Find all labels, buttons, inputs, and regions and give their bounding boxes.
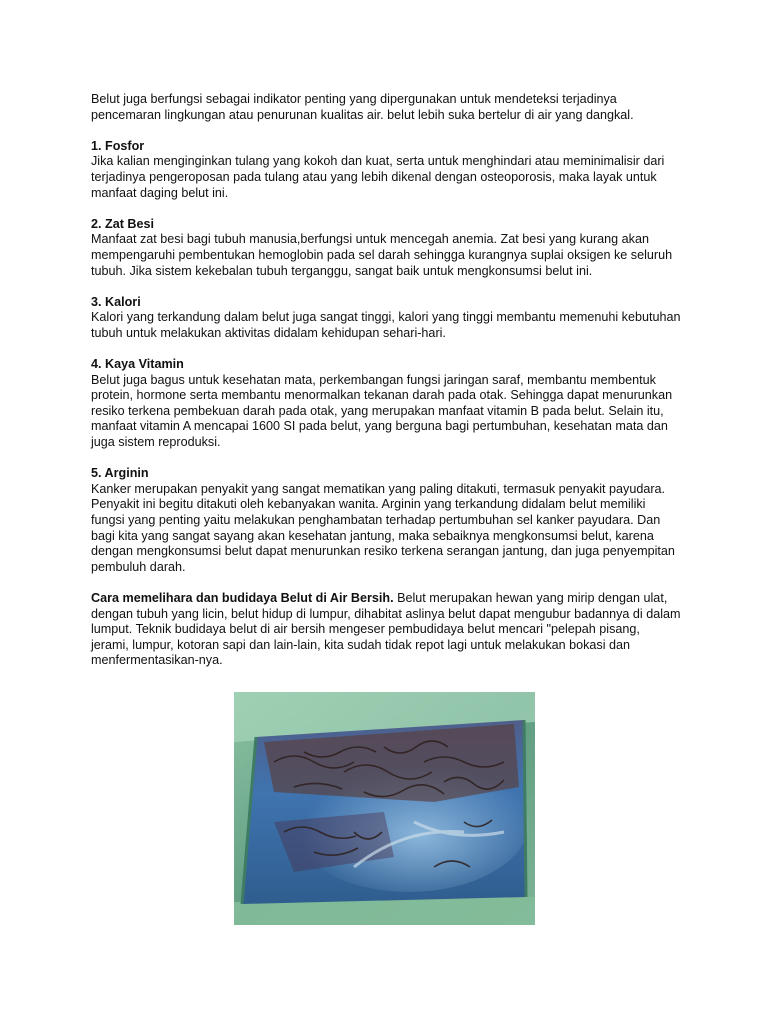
tank-wall-right — [524, 720, 526, 897]
section-heading: 2. Zat Besi — [91, 216, 154, 231]
section-kalori — [91, 295, 681, 342]
closing-paragraph — [91, 591, 681, 669]
eel-tank-photo — [234, 692, 535, 925]
document-page — [91, 92, 681, 685]
section-heading: 3. Kalori — [91, 294, 141, 309]
section-heading: 4. Kaya Vitamin — [91, 357, 184, 372]
intro-paragraph: Belut juga berfungsi sebagai indikator penting yang dipergunakan untuk mendeteksi terjadinya pencemaran lingkungan atau penurunan kualitas air. belut lebih suka bertelur di air yang dangkal. — [91, 92, 634, 122]
section-kaya-vitamin — [91, 357, 681, 451]
section-heading: 1. Fosfor — [91, 138, 145, 153]
section-body: Kanker merupakan penyakit yang sangat mematikan yang paling ditakuti, termasuk penyakit payudara. Penyakit ini begitu ditakuti oleh kebanyakan wanita. Arginin yang terkandung didalam belut memiliki fungsi yang penting yaitu melakukan penghambatan terhadap pertumbuhan sel kanker payudara. Dan bagi kita yang sangat sayang akan kesehatan jantung, maka sebaiknya mengkonsumsi belut, karena dengan mengkonsumsi belut dapat menurunkan resiko terkena serangan jantung, dan juga penyempitan pembuluh darah. — [91, 481, 675, 574]
section-body: Manfaat zat besi bagi tubuh manusia,berfungsi untuk mencegah anemia. Zat besi yang kurang akan mempengaruhi pembentukan hemoglobin pada sel darah sehingga kurangnya suplai oksigen ke seluruh tubuh. Jika sistem kekebalan tubuh terganggu, sangat baik untuk mengkonsumsi belut ini. — [91, 232, 673, 278]
section-body: Belut juga bagus untuk kesehatan mata, perkembangan fungsi jaringan saraf, membantu membentuk protein, hormone serta membantu menormalkan tekanan darah pada otak. Sehingga dapat menurunkan resiko terkena pembekuan darah pada otak, yang merupakan manfaat vitamin B pada belut. Selain itu, manfaat vitamin A mencapai 1600 SI pada belut, yang berguna bagi pertumbuhan, kesehatan mata dan juga sistem reproduksi. — [91, 372, 673, 450]
section-fosfor — [91, 139, 681, 201]
section-body: Jika kalian menginginkan tulang yang kokoh dan kuat, serta untuk menghindari atau meminimalisir dari terjadinya pengeroposan pada tulang atau yang lebih dikenal dengan osteoporosis, maka layak untuk manfaat daging belut ini. — [91, 154, 665, 200]
section-body: Kalori yang terkandung dalam belut juga sangat tinggi, kalori yang tinggi membantu memenuhi kebutuhan tubuh untuk melakukan aktivitas didalam kehidupan sehari-hari. — [91, 310, 681, 340]
closing-text: Belut merupakan hewan yang mirip dengan ulat, dengan tubuh yang licin, belut hidup di lumpur, dihabitat aslinya belut dapat mengubur badannya di dalam lumput. Teknik budidaya belut di air bersih mengeser pembudidaya belut mencari "pelepah pisang, jerami, lumpur, kotoran sapi dan lain-lain, kita sudah tidak repot lagi untuk melakukan bokasi dan menfermentasikan-nya. — [91, 591, 681, 668]
section-heading: 5. Arginin — [91, 466, 149, 481]
section-arginin — [91, 466, 681, 575]
section-zat-besi — [91, 217, 681, 279]
closing-bold-lead: Cara memelihara dan budidaya Belut di Air Bersih. — [91, 591, 394, 605]
eel-tank-illustration — [234, 692, 535, 925]
